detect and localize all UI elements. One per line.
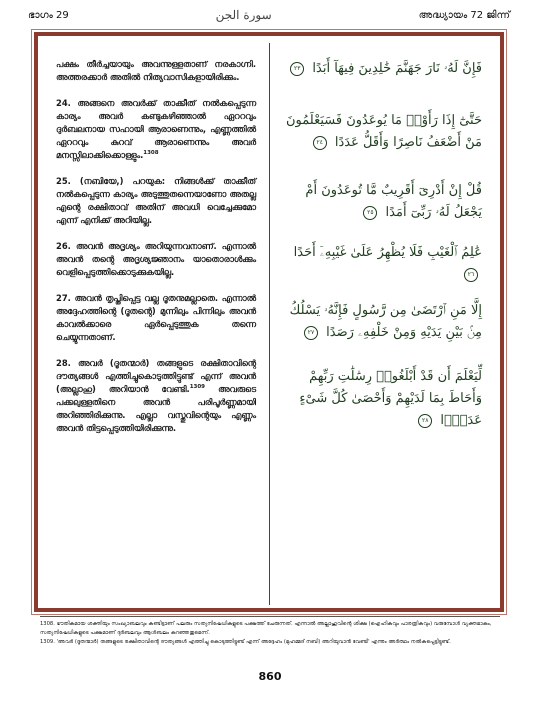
verse-end-marker: ٢٥: [363, 206, 377, 220]
page-number: 860: [258, 670, 282, 683]
arabic-verse-text: حَتَّىٰٓ إِذَا رَأَوْا۟ مَا يُوعَدُونَ فَسَيَعْلَمُونَ مَنْ أَضْعَفُ نَاصِرًا وَأَقَلُّ عَدَدًا: [286, 113, 482, 150]
arabic-verse-25: [282, 180, 482, 224]
footnote-ref[interactable]: 1308: [143, 150, 159, 157]
surah-title: سورة الجن: [215, 8, 272, 22]
paragraph-23-cont: [56, 58, 256, 84]
arabic-verse-text: عَٰلِمُ ٱلْغَيْبِ فَلَا يُظْهِرُ عَلَىٰ غَيْبِهِۦٓ أَحَدًا: [293, 245, 482, 260]
arabic-verse-24: [282, 110, 482, 154]
verse-end-marker: ٢٣: [290, 62, 304, 76]
paragraph-text: അവൻ തൃപ്തിപ്പെട്ട വല്ല ദൂതനുമല്ലാതെ. എന്നാൽ അദ്ദേഹത്തിന്റെ (ദൂതന്റെ) മുന്നിലും പിന്നിലും അവൻ കാവൽക്കാരെ ഏർപ്പെടുത്തുക തന്നെ ചെയ്യുന്നതാണ്.: [56, 293, 257, 342]
paragraph-24: [56, 97, 256, 162]
verse-end-marker: ٢٧: [304, 326, 318, 340]
paragraph-text: (നബിയേ,) പറയുക: നിങ്ങൾക്ക് താക്കീത് നൽകപ്പെടുന്ന കാര്യം അടുത്തുതന്നെയാണോ അതല്ല എന്റെ രക്ഷിതാവ് അതിന് അവധി വെച്ചേക്കുമോ എന്ന് എനിക്ക് അറിയില്ല.: [56, 176, 256, 225]
arabic-verse-28: [282, 366, 482, 432]
part-label: ഭാഗം 29: [28, 9, 69, 21]
verse-end-marker: ٢٨: [418, 414, 432, 428]
verse-number: 27.: [56, 293, 71, 303]
arabic-verse-text: لِّيَعْلَمَ أَن قَدْ أَبْلَغُوا۟ رِسَٰلَٰتِ رَبِّهِمْ وَأَحَاطَ بِمَا لَدَيْهِمْ وَأَحْصَىٰ كُلَّ شَىْءٍ عَدَدًۢا: [299, 369, 482, 428]
footnote-1308: 1308. ഭൗതികമായ ശക്തിയും സംഖ്യാബലവും കണ്ടിട്ടാണ് പലരും സത്യനിഷേധികളുടെ പക്ഷത്ത് ചേരുന്നത്. എന്നാൽ അല്ലാഹുവിന്റെ ശിക്ഷ (ഐഹികവും പാരത്രികവും) വരുമ്പോൾ വ്യക്തമാകും, സത്യനിഷേധികളുടെ പക്ഷമാണ് ദുർബലവും ആൾബലം കുറഞ്ഞതുമെന്ന്.: [40, 621, 492, 636]
column-divider: [269, 43, 270, 605]
paragraph-text: അങ്ങനെ അവർക്ക് താക്കീത് നൽകപ്പെടുന്ന കാര്യം അവർ കണ്ടുകഴിഞ്ഞാൽ ഏററവും ദുർബലനായ സഹായി ആരാണെന്നും, എണ്ണത്തിൽ ഏററവും കുറവ് ആരാണെന്നും അവർ മനസ്സിലാക്കിക്കൊള്ളും.: [56, 98, 256, 160]
paragraph-28: [56, 357, 256, 435]
verse-number: 25.: [56, 176, 71, 186]
verse-end-marker: ٢٤: [313, 136, 327, 150]
paragraph-27: [56, 292, 256, 344]
verse-number: 28.: [56, 358, 71, 368]
translation-column: [56, 58, 256, 448]
chapter-label: അദ്ധ്യായം 72 ജിന്ന്: [418, 9, 510, 21]
paragraph-text: അവൻ അദൃശ്യം അറിയുന്നവനാണ്. എന്നാൽ അവൻ തന്റെ അദൃശ്യജ്ഞാനം യാതൊരാൾക്കും വെളിപ്പെടുത്തിക്കൊടുക്കുകയില്ല.: [56, 241, 256, 277]
paragraph-25: [56, 175, 256, 227]
footnote-ref[interactable]: 1309: [189, 384, 206, 391]
footnote-1309: 1309. 'അവർ (ദൂതന്മാർ) തങ്ങളുടെ രക്ഷിതാവിന്റെ ദൗത്യങ്ങൾ എത്തിച്ചു കൊടുത്തിട്ടുണ്ട് എന്ന് അദ്ദേഹം (മുഹമ്മദ് നബി) അറിയുവാൻ വേണ്ടി' എന്നും അർത്ഥം നൽകപ്പെട്ടിട്ടുണ്ട്.: [40, 639, 451, 645]
arabic-verse-27: [282, 300, 482, 344]
verse-end-marker: ٢٦: [464, 268, 478, 282]
footnote-separator: [40, 616, 500, 617]
verse-number: 26.: [56, 241, 71, 251]
page-header: [28, 4, 510, 26]
paragraph-text-cont: അവരുടെ പക്കലുള്ളതിനെ അവൻ പരിപൂർണ്ണമായി അറിഞ്ഞിരിക്കുന്നു. എല്ലാ വസ്തുവിന്റെയും എണ്ണം അവൻ തിട്ടപ്പെടുത്തിയിരിക്കുന്നു.: [56, 384, 256, 433]
arabic-verse-text: فَإِنَّ لَهُۥ نَارَ جَهَنَّمَ خَٰلِدِينَ فِيهَآ أَبَدًا: [312, 61, 482, 76]
paragraph-text: പക്ഷം തീർച്ചയായും അവന്നുള്ളതാണ് നരകാഗ്നി. അത്തരക്കാർ അതിൽ നിത്യവാസികളായിരിക്കും.: [56, 59, 256, 82]
arabic-verse-26: [282, 242, 482, 286]
paragraph-26: [56, 240, 256, 279]
paragraph-text: അവർ (ദൂതന്മാർ) തങ്ങളുടെ രക്ഷിതാവിന്റെ ദൗത്യങ്ങൾ എത്തിച്ചുകൊടുത്തിട്ടുണ്ട് എന്ന് അവൻ (അല്ലാഹു) അറിയാൻ വേണ്ടി.: [56, 358, 256, 394]
arabic-verse-23: [282, 58, 482, 80]
verse-number: 24.: [56, 98, 71, 108]
arabic-verse-text: إِلَّا مَنِ ٱرْتَضَىٰ مِن رَّسُولٍ فَإِنَّهُۥ يَسْلُكُ مِنۢ بَيْنِ يَدَيْهِ وَمِنْ خَلْفِهِۦ رَصَدًا: [289, 303, 482, 340]
arabic-verse-text: قُلْ إِنْ أَدْرِىٓ أَقَرِيبٌ مَّا تُوعَدُونَ أَمْ يَجْعَلُ لَهُۥ رَبِّىٓ أَمَدًا: [305, 183, 482, 220]
footnotes: [40, 620, 500, 647]
